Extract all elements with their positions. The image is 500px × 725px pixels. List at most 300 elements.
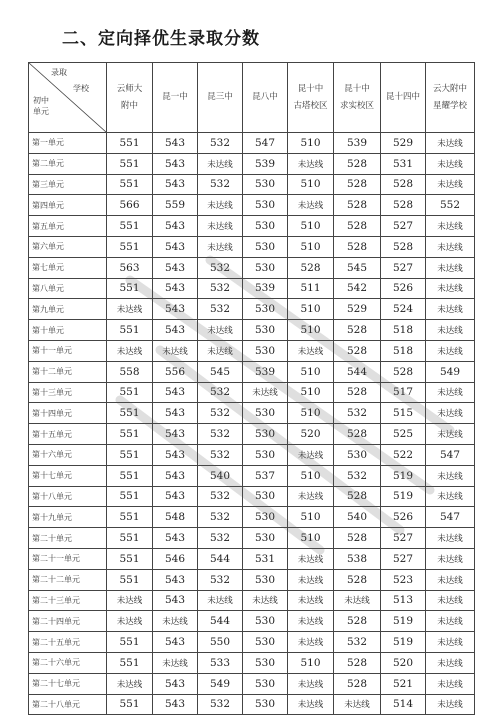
score-cell: 543	[153, 403, 198, 424]
region-cell: 第九单元	[29, 299, 107, 320]
table-row	[29, 133, 475, 154]
score-cell: 532	[198, 257, 243, 278]
table-row	[29, 361, 475, 382]
score-cell: 未达线	[107, 673, 153, 694]
score-cell: 528	[381, 174, 426, 195]
score-cell: 510	[288, 403, 334, 424]
score-cell: 未达线	[426, 465, 475, 486]
region-cell: 第十七单元	[29, 465, 107, 486]
school-header	[334, 63, 381, 133]
score-cell: 528	[381, 361, 426, 382]
score-cell: 530	[243, 611, 288, 632]
score-cell: 530	[243, 673, 288, 694]
score-cell: 543	[153, 444, 198, 465]
score-cell: 522	[381, 444, 426, 465]
score-cell: 543	[153, 486, 198, 507]
score-cell: 530	[243, 569, 288, 590]
score-cell: 未达线	[426, 153, 475, 174]
region-cell: 第十三单元	[29, 382, 107, 403]
score-table-body	[29, 133, 475, 715]
score-cell: 539	[334, 133, 381, 154]
score-cell: 556	[153, 361, 198, 382]
score-cell: 552	[426, 195, 475, 216]
score-cell: 528	[334, 652, 381, 673]
score-cell: 510	[288, 652, 334, 673]
score-cell: 531	[381, 153, 426, 174]
score-cell: 514	[381, 694, 426, 715]
table-row	[29, 632, 475, 653]
score-cell: 528	[334, 424, 381, 445]
score-cell: 543	[153, 694, 198, 715]
score-cell: 543	[153, 465, 198, 486]
page-title: 二、定向择优生录取分数	[62, 29, 260, 49]
score-cell: 551	[107, 694, 153, 715]
score-cell: 未达线	[426, 486, 475, 507]
score-cell: 未达线	[426, 632, 475, 653]
score-cell: 510	[288, 465, 334, 486]
table-row	[29, 465, 475, 486]
school-header-line: 求实校区	[339, 100, 374, 111]
score-cell: 528	[334, 673, 381, 694]
score-cell: 544	[198, 611, 243, 632]
score-cell: 558	[107, 361, 153, 382]
score-cell: 519	[381, 465, 426, 486]
score-cell: 530	[243, 174, 288, 195]
score-cell: 未达线	[426, 611, 475, 632]
score-cell: 551	[107, 278, 153, 299]
region-cell: 第五单元	[29, 216, 107, 237]
score-cell: 未达线	[426, 340, 475, 361]
score-cell: 532	[198, 444, 243, 465]
score-cell: 543	[153, 236, 198, 257]
score-cell: 未达线	[426, 548, 475, 569]
score-cell: 540	[334, 507, 381, 528]
score-cell: 未达线	[198, 153, 243, 174]
school-header-line: 古塔校区	[293, 100, 328, 111]
score-cell: 未达线	[426, 216, 475, 237]
score-cell: 530	[243, 694, 288, 715]
score-cell: 519	[381, 611, 426, 632]
score-cell: 未达线	[426, 424, 475, 445]
score-cell: 510	[288, 361, 334, 382]
region-cell: 第十二单元	[29, 361, 107, 382]
score-cell: 530	[334, 444, 381, 465]
table-row	[29, 320, 475, 341]
score-cell: 551	[107, 507, 153, 528]
score-cell: 未达线	[426, 257, 475, 278]
table-row	[29, 195, 475, 216]
score-cell: 510	[288, 507, 334, 528]
table-row	[29, 340, 475, 361]
score-cell: 518	[381, 340, 426, 361]
table-row	[29, 548, 475, 569]
score-cell: 未达线	[426, 569, 475, 590]
score-cell: 551	[107, 403, 153, 424]
score-cell: 542	[334, 278, 381, 299]
score-cell: 543	[153, 174, 198, 195]
table-row	[29, 174, 475, 195]
score-cell: 未达线	[426, 236, 475, 257]
score-cell: 519	[381, 486, 426, 507]
school-header-line: 昆十中	[344, 83, 370, 94]
table-row	[29, 403, 475, 424]
school-header	[243, 63, 288, 133]
score-cell: 510	[288, 216, 334, 237]
score-cell: 530	[243, 403, 288, 424]
score-cell: 528	[334, 195, 381, 216]
score-cell: 未达线	[288, 486, 334, 507]
score-cell: 551	[107, 528, 153, 549]
table-row	[29, 611, 475, 632]
score-cell: 未达线	[426, 320, 475, 341]
school-header-line: 昆十四中	[385, 92, 420, 102]
region-cell: 第十一单元	[29, 340, 107, 361]
score-cell: 532	[198, 694, 243, 715]
corner-label-admission: 录取	[51, 68, 67, 77]
school-header-line: 云大附中	[432, 83, 467, 94]
score-cell: 530	[243, 340, 288, 361]
score-cell: 551	[107, 153, 153, 174]
school-header	[288, 63, 334, 133]
score-cell: 527	[381, 216, 426, 237]
region-cell: 第六单元	[29, 236, 107, 257]
score-cell: 530	[243, 195, 288, 216]
corner-header	[29, 63, 107, 133]
score-cell: 未达线	[334, 590, 381, 611]
score-cell: 519	[381, 632, 426, 653]
score-cell: 530	[243, 236, 288, 257]
table-row	[29, 424, 475, 445]
score-cell: 526	[381, 507, 426, 528]
score-cell: 未达线	[426, 133, 475, 154]
score-cell: 528	[334, 320, 381, 341]
region-cell: 第一单元	[29, 133, 107, 154]
score-cell: 543	[153, 133, 198, 154]
score-cell: 547	[426, 507, 475, 528]
score-cell: 517	[381, 382, 426, 403]
score-cell: 551	[107, 548, 153, 569]
score-cell: 527	[381, 257, 426, 278]
score-cell: 551	[107, 569, 153, 590]
region-cell: 第十五单元	[29, 424, 107, 445]
score-cell: 528	[334, 340, 381, 361]
score-cell: 511	[288, 278, 334, 299]
region-cell: 第三单元	[29, 174, 107, 195]
score-cell: 543	[153, 673, 198, 694]
score-cell: 540	[198, 465, 243, 486]
score-cell: 543	[153, 278, 198, 299]
score-cell: 551	[107, 133, 153, 154]
score-cell: 510	[288, 133, 334, 154]
score-cell: 551	[107, 216, 153, 237]
score-cell: 530	[243, 257, 288, 278]
score-cell: 未达线	[288, 153, 334, 174]
score-cell: 539	[243, 278, 288, 299]
score-cell: 未达线	[153, 611, 198, 632]
score-cell: 未达线	[107, 611, 153, 632]
score-cell: 551	[107, 320, 153, 341]
score-cell: 未达线	[288, 694, 334, 715]
school-header-line: 星耀学校	[432, 100, 467, 111]
score-cell: 未达线	[426, 694, 475, 715]
score-cell: 513	[381, 590, 426, 611]
score-cell: 543	[153, 528, 198, 549]
score-cell: 528	[381, 195, 426, 216]
score-cell: 551	[107, 236, 153, 257]
score-cell: 544	[198, 548, 243, 569]
table-row	[29, 652, 475, 673]
corner-label-middle-school	[33, 95, 49, 117]
score-cell: 543	[153, 590, 198, 611]
table-row	[29, 444, 475, 465]
score-cell: 528	[381, 236, 426, 257]
school-header	[198, 63, 243, 133]
score-cell: 532	[198, 299, 243, 320]
header-row	[29, 63, 475, 133]
score-cell: 未达线	[288, 673, 334, 694]
score-cell: 527	[381, 548, 426, 569]
school-header	[426, 63, 475, 133]
score-cell: 551	[107, 382, 153, 403]
table-row	[29, 694, 475, 715]
admission-score-table	[28, 62, 475, 715]
region-cell: 第十九单元	[29, 507, 107, 528]
score-cell: 未达线	[107, 340, 153, 361]
score-cell: 未达线	[107, 299, 153, 320]
score-cell: 532	[198, 528, 243, 549]
score-cell: 未达线	[288, 569, 334, 590]
score-cell: 未达线	[334, 694, 381, 715]
score-cell: 563	[107, 257, 153, 278]
table-row	[29, 569, 475, 590]
table-row	[29, 236, 475, 257]
score-cell: 545	[334, 257, 381, 278]
score-cell: 532	[198, 507, 243, 528]
score-cell: 530	[243, 507, 288, 528]
score-cell: 未达线	[288, 548, 334, 569]
score-cell: 未达线	[426, 590, 475, 611]
score-cell: 532	[334, 632, 381, 653]
score-cell: 530	[243, 528, 288, 549]
table-row	[29, 486, 475, 507]
score-cell: 543	[153, 216, 198, 237]
score-cell: 528	[334, 569, 381, 590]
region-cell: 第二十五单元	[29, 632, 107, 653]
school-header	[107, 63, 153, 133]
region-cell: 第二十二单元	[29, 569, 107, 590]
score-cell: 549	[426, 361, 475, 382]
score-cell: 530	[243, 632, 288, 653]
score-cell: 530	[243, 216, 288, 237]
table-row	[29, 528, 475, 549]
score-cell: 559	[153, 195, 198, 216]
score-cell: 528	[334, 611, 381, 632]
school-header-line: 附中	[120, 100, 138, 111]
score-cell: 528	[334, 216, 381, 237]
school-header-line: 昆三中	[207, 92, 233, 102]
school-header-line: 昆八中	[252, 92, 278, 102]
score-cell: 530	[243, 444, 288, 465]
score-cell: 530	[243, 486, 288, 507]
score-cell: 518	[381, 320, 426, 341]
score-cell: 510	[288, 299, 334, 320]
score-cell: 547	[243, 133, 288, 154]
score-cell: 551	[107, 424, 153, 445]
score-cell: 未达线	[426, 673, 475, 694]
region-cell: 第十六单元	[29, 444, 107, 465]
score-cell: 539	[243, 361, 288, 382]
region-cell: 第十八单元	[29, 486, 107, 507]
score-cell: 未达线	[288, 611, 334, 632]
score-cell: 566	[107, 195, 153, 216]
score-cell: 530	[243, 299, 288, 320]
table-row	[29, 673, 475, 694]
score-cell: 525	[381, 424, 426, 445]
score-cell: 532	[198, 382, 243, 403]
score-cell: 532	[334, 465, 381, 486]
score-cell: 543	[153, 382, 198, 403]
score-cell: 543	[153, 257, 198, 278]
score-cell: 未达线	[198, 320, 243, 341]
score-cell: 527	[381, 528, 426, 549]
score-cell: 544	[334, 361, 381, 382]
score-cell: 510	[288, 528, 334, 549]
score-cell: 未达线	[426, 652, 475, 673]
score-cell: 未达线	[198, 590, 243, 611]
table-row	[29, 299, 475, 320]
score-cell: 532	[198, 174, 243, 195]
score-cell: 515	[381, 403, 426, 424]
score-cell: 510	[288, 174, 334, 195]
score-cell: 未达线	[288, 195, 334, 216]
score-cell: 523	[381, 569, 426, 590]
score-cell: 532	[198, 133, 243, 154]
score-cell: 551	[107, 465, 153, 486]
score-cell: 549	[198, 673, 243, 694]
score-cell: 551	[107, 174, 153, 195]
score-cell: 未达线	[198, 216, 243, 237]
score-cell: 520	[381, 652, 426, 673]
score-cell: 529	[381, 133, 426, 154]
school-header	[153, 63, 198, 133]
region-cell: 第二十八单元	[29, 694, 107, 715]
region-cell: 第十四单元	[29, 403, 107, 424]
score-cell: 529	[334, 299, 381, 320]
region-cell: 第十单元	[29, 320, 107, 341]
table-row	[29, 257, 475, 278]
score-cell: 510	[288, 382, 334, 403]
score-cell: 528	[334, 382, 381, 403]
score-cell: 543	[153, 299, 198, 320]
score-cell: 未达线	[288, 444, 334, 465]
score-cell: 未达线	[198, 195, 243, 216]
region-cell: 第二十六单元	[29, 652, 107, 673]
region-cell: 第二十一单元	[29, 548, 107, 569]
score-cell: 532	[198, 486, 243, 507]
score-cell: 531	[243, 548, 288, 569]
score-cell: 未达线	[426, 299, 475, 320]
score-cell: 548	[153, 507, 198, 528]
score-cell: 539	[243, 153, 288, 174]
score-cell: 未达线	[153, 340, 198, 361]
score-cell: 543	[153, 424, 198, 445]
score-cell: 未达线	[426, 278, 475, 299]
region-cell: 第二单元	[29, 153, 107, 174]
score-cell: 543	[153, 320, 198, 341]
score-cell: 533	[198, 652, 243, 673]
corner-label-middle-school-1: 初中	[33, 96, 49, 105]
score-cell: 未达线	[198, 236, 243, 257]
score-cell: 551	[107, 444, 153, 465]
score-cell: 未达线	[426, 174, 475, 195]
score-cell: 521	[381, 673, 426, 694]
region-cell: 第二十单元	[29, 528, 107, 549]
region-cell: 第二十三单元	[29, 590, 107, 611]
score-cell: 551	[107, 632, 153, 653]
score-cell: 530	[243, 320, 288, 341]
score-cell: 未达线	[426, 403, 475, 424]
score-cell: 528	[334, 236, 381, 257]
score-cell: 530	[243, 652, 288, 673]
score-cell: 未达线	[426, 528, 475, 549]
score-cell: 532	[198, 403, 243, 424]
score-cell: 524	[381, 299, 426, 320]
score-cell: 532	[198, 569, 243, 590]
score-cell: 528	[334, 174, 381, 195]
score-cell: 528	[334, 486, 381, 507]
score-cell: 520	[288, 424, 334, 445]
score-cell: 未达线	[426, 382, 475, 403]
score-cell: 551	[107, 486, 153, 507]
score-cell: 543	[153, 569, 198, 590]
score-cell: 未达线	[288, 590, 334, 611]
score-cell: 550	[198, 632, 243, 653]
table-row	[29, 153, 475, 174]
table-row	[29, 507, 475, 528]
score-cell: 546	[153, 548, 198, 569]
score-cell: 未达线	[243, 382, 288, 403]
school-header	[381, 63, 426, 133]
score-cell: 543	[153, 153, 198, 174]
score-cell: 526	[381, 278, 426, 299]
score-cell: 未达线	[243, 590, 288, 611]
score-cell: 528	[288, 257, 334, 278]
score-cell: 532	[334, 403, 381, 424]
score-cell: 543	[153, 632, 198, 653]
score-cell: 532	[198, 424, 243, 445]
score-cell: 510	[288, 236, 334, 257]
school-header-line: 云师大	[116, 83, 143, 94]
score-cell: 545	[198, 361, 243, 382]
table-row	[29, 382, 475, 403]
score-cell: 未达线	[153, 652, 198, 673]
score-cell: 532	[198, 278, 243, 299]
score-cell: 510	[288, 320, 334, 341]
score-cell: 528	[334, 153, 381, 174]
table-row	[29, 278, 475, 299]
table-row	[29, 216, 475, 237]
score-cell: 538	[334, 548, 381, 569]
score-cell: 537	[243, 465, 288, 486]
score-cell: 未达线	[107, 590, 153, 611]
score-cell: 未达线	[288, 340, 334, 361]
region-cell: 第八单元	[29, 278, 107, 299]
score-cell: 530	[243, 424, 288, 445]
score-cell: 未达线	[198, 340, 243, 361]
score-cell: 547	[426, 444, 475, 465]
score-cell: 528	[334, 528, 381, 549]
corner-label-middle-school-2: 单元	[33, 107, 49, 116]
